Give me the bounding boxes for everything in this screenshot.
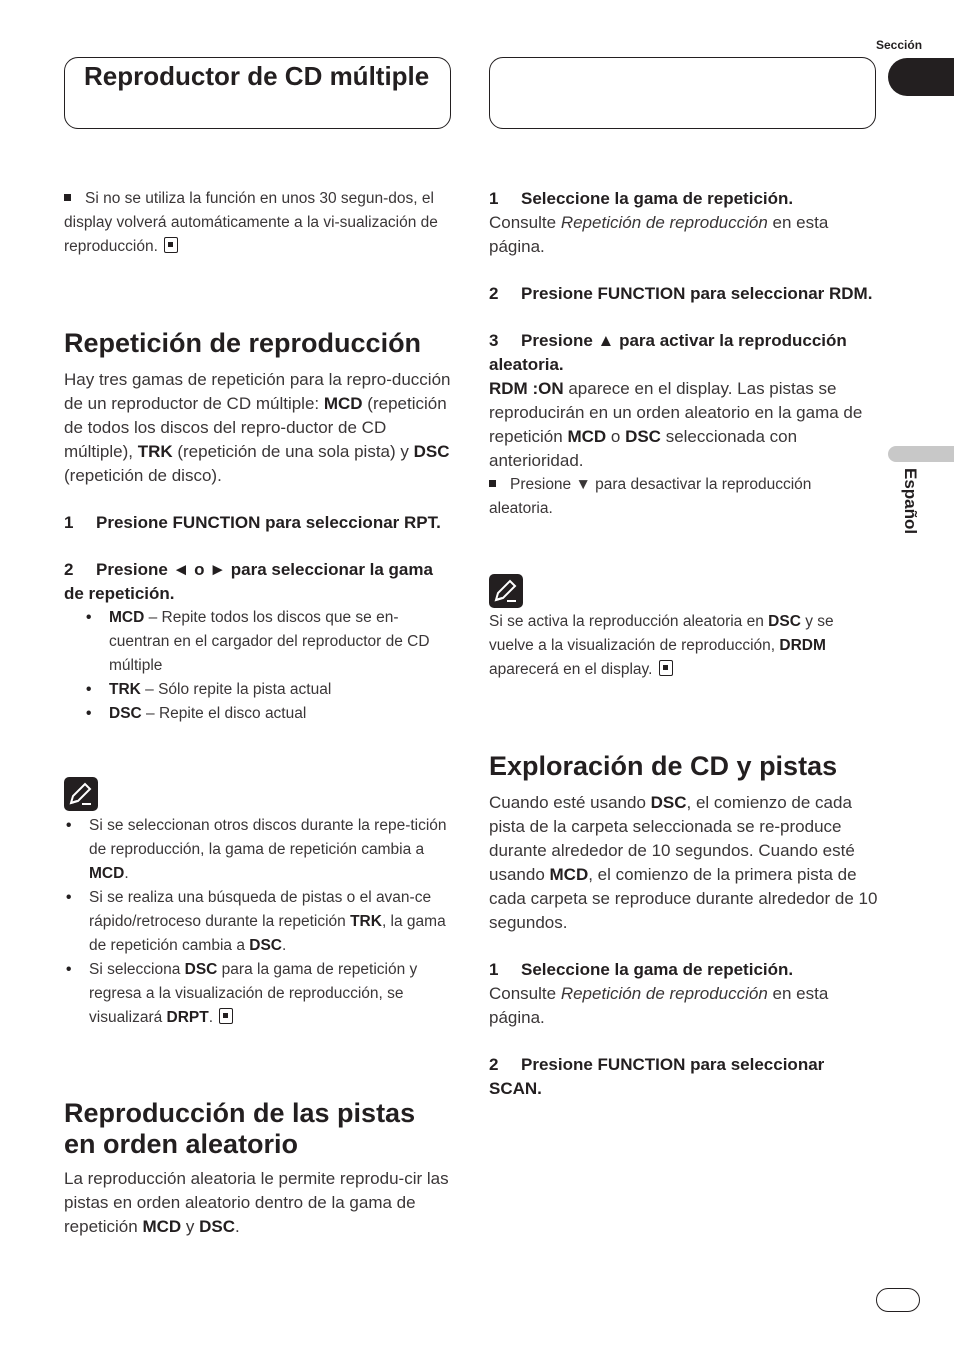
random-step-3: 3 Presione ▲ para activar la reproducción aleatoria. bbox=[489, 331, 847, 374]
section-label: Sección bbox=[876, 38, 923, 52]
language-label: Español bbox=[901, 468, 920, 535]
random-heading: Reproducción de las pistas en orden aleatorio bbox=[64, 1098, 416, 1159]
random-step-3-body: RDM :ON aparece en el display. Las pistas se reproducirán en un orden aleatorio en la gama de repetición MCD o DSC seleccionada con anterioridad. bbox=[489, 379, 863, 470]
list-item: • Si se seleccionan otros discos durante la repe-tición de reproducción, la gama de repetición cambia a MCD. bbox=[64, 814, 454, 886]
scan-step-1: 1 Seleccione la gama de repetición. bbox=[489, 960, 794, 979]
list-item: • DSC – Repite el disco actual bbox=[64, 702, 454, 726]
list-item: • MCD – Repite todos los discos que se en-cuentran en el cargador del reproductor de CD múltiple bbox=[64, 606, 454, 678]
pencil-note-icon bbox=[64, 777, 98, 811]
section-number-tab bbox=[888, 58, 954, 96]
random-note bbox=[489, 610, 879, 682]
random-step-2: 2 Presione FUNCTION para seleccionar RDM. bbox=[489, 284, 873, 303]
random-step-3-note: Presione ▼ para desactivar la reproducción aleatoria. bbox=[489, 476, 812, 517]
scan-intro: Cuando esté usando DSC, el comienzo de cada pista de la carpeta seleccionada se re-produce durante alrededor de 10 segundos. Cuando esté usando MCD, el comienzo de la primera pista de cada carpeta se reproduce durante alrededor de 10 segundos. bbox=[489, 793, 878, 932]
repeat-step-2: 2 Presione ◄ o ► para seleccionar la gama de repetición. bbox=[64, 560, 433, 603]
list-item: • Si selecciona DSC para la gama de repetición y regresa a la visualización de reproducción, se visualizará DRPT. bbox=[64, 958, 454, 1030]
random-note-text: Si se activa la reproducción aleatoria en DSC y se vuelve a la visualización de reproducción, DRDM aparecerá en el display. bbox=[489, 613, 834, 678]
notes-list bbox=[64, 814, 454, 1030]
pencil-note-icon bbox=[489, 574, 523, 608]
repeat-heading: Repetición de reproducción bbox=[64, 328, 422, 358]
repeat-notes bbox=[64, 814, 454, 1030]
random-steps bbox=[489, 187, 879, 521]
scan-step-2: 2 Presione FUNCTION para seleccionar SCAN. bbox=[489, 1055, 825, 1098]
random-step-1: 1 Seleccione la gama de repetición. bbox=[489, 189, 794, 208]
page-number-box bbox=[876, 1288, 920, 1312]
empty-header-box bbox=[489, 57, 876, 129]
random-section bbox=[64, 1098, 454, 1239]
repeat-step-1: 1 Presione FUNCTION para seleccionar RPT. bbox=[64, 513, 441, 532]
section-title: Reproductor de CD múltiple bbox=[84, 61, 430, 91]
list-item: • Si se realiza una búsqueda de pistas o el avan-ce rápido/retroceso durante la repetición TRK, la gama de repetición cambia a DSC. bbox=[64, 886, 454, 958]
end-of-section-icon bbox=[219, 1008, 233, 1024]
random-step-1-ref: Consulte Repetición de reproducción en esta página. bbox=[489, 213, 829, 256]
language-tab-marker bbox=[888, 446, 954, 462]
square-bullet-icon bbox=[489, 480, 496, 487]
scan-heading: Exploración de CD y pistas bbox=[489, 751, 838, 781]
end-of-section-icon bbox=[659, 660, 673, 676]
random-intro: La reproducción aleatoria le permite reprodu-cir las pistas en orden aleatorio dentro de la gama de repetición MCD y DSC. bbox=[64, 1169, 449, 1236]
repeat-section bbox=[64, 328, 454, 726]
list-item: • TRK – Sólo repite la pista actual bbox=[64, 678, 454, 702]
end-of-section-icon bbox=[164, 237, 178, 253]
square-bullet-icon bbox=[64, 194, 71, 201]
repeat-intro: Hay tres gamas de repetición para la repro-ducción de un reproductor de CD múltiple: MCD (repetición de todos los discos del repro-ductor de CD múltiple), TRK (repetición de una sola pista) y DSC (repetición de disco). bbox=[64, 370, 451, 485]
intro-note: Si no se utiliza la función en unos 30 segun-dos, el display volverá automáticamente a la vi-sualización de reproducción. bbox=[64, 190, 438, 255]
scan-section bbox=[489, 751, 879, 1101]
repeat-options-list bbox=[64, 606, 454, 726]
scan-step-1-ref: Consulte Repetición de reproducción en esta página. bbox=[489, 984, 829, 1027]
left-column bbox=[64, 187, 454, 259]
